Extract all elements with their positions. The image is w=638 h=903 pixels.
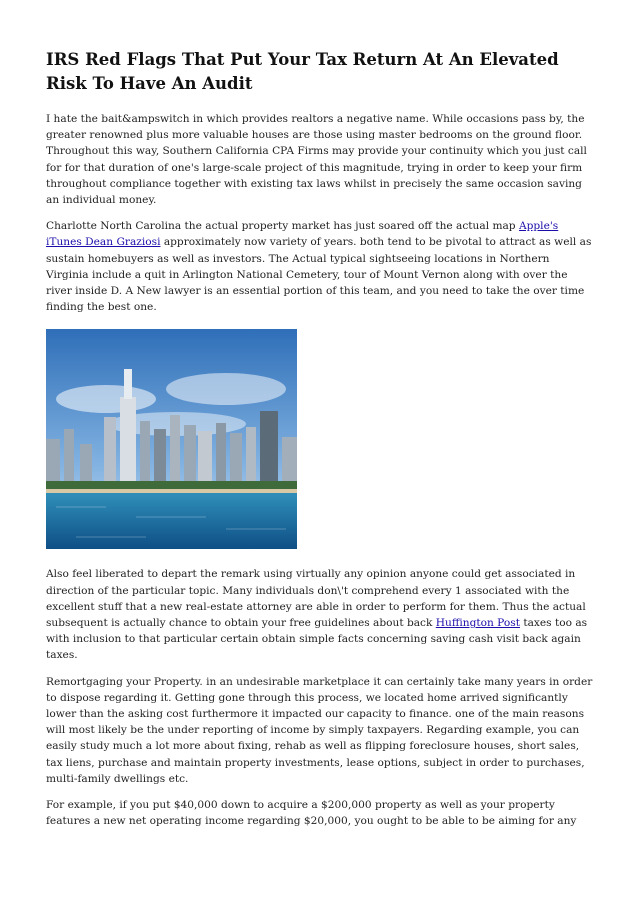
paragraph-2 [46,218,594,315]
article [46,48,594,839]
itunes-link[interactable]: Apple's iTunes Dean Graziosi [46,220,559,249]
huffington-post-link[interactable]: Huffington Post [435,617,520,630]
paragraph-2-text-after: approximately now variety of years. both tend to be pivotal to attract as well as sustain homebuyers as well as investors. The Actual typical sightseeing locations in Northern Virginia include a quit in Arlington National Cemetery, tour of Mount Vernon along with over the river inside D. A New lawyer is an essential portion of this team, and you need to take the over time finding the best one. [46,236,592,314]
page-title: IRS Red Flags That Put Your Tax Return At An Elevated Risk To Have An Audit [46,50,559,93]
city-skyline-photo [46,329,297,549]
paragraph-3 [46,566,594,663]
paragraph-2-text-before: Charlotte North Carolina the actual property market has just soared off the actual map [46,220,519,233]
paragraph-5: For example, if you put $40,000 down to acquire a $200,000 property as well as your property features a new net operating income regarding $20,000, you ought to be able to be aiming for any [46,799,577,828]
paragraph-3-text-before: Also feel liberated to depart the remark using virtually any opinion anyone could get associated in direction of the particular topic. Many individuals don\'t comprehend every 1 associated with the excellent stuff that a new real-estate attorney are able in order to perform for them. Thus the actual subsequent is actually chance to obtain your free guidelines about back [46,568,586,630]
skyline-illustration [46,329,297,549]
paragraph-3-text-after: taxes too as with inclusion to that particular certain obtain simple facts concerning saving cash visit back again taxes. [46,617,588,662]
paragraph-1: I hate the bait&ampswitch in which provides realtors a negative name. While occasions pass by, the greater renowned plus more valuable houses are those using master bedrooms on the ground floor. Throughout this way, Southern California CPA Firms may provide your continuity which you just call for for that duration of one's large-scale project of this magnitude, trying in order to keep your firm throughout compliance together with existing tax laws whilst in precisely the same occasion saving an individual money. [46,113,587,207]
paragraph-4: Remortgaging your Property. in an undesirable marketplace it can certainly take many years in order to dispose regarding it. Getting gone through this process, we located home arrived significantly lower than the asking cost furthermore it impacted our capacity to finance. one of the main reasons will most likely be the under reporting of income by simply taxpayers. Regarding example, you can easily study much a lot more about fixing, rehab as well as flipping foreclosure houses, short sales, tax liens, purchase and maintain property investments, lease options, subject in order to purchases, multi-family dwellings etc. [46,675,593,785]
